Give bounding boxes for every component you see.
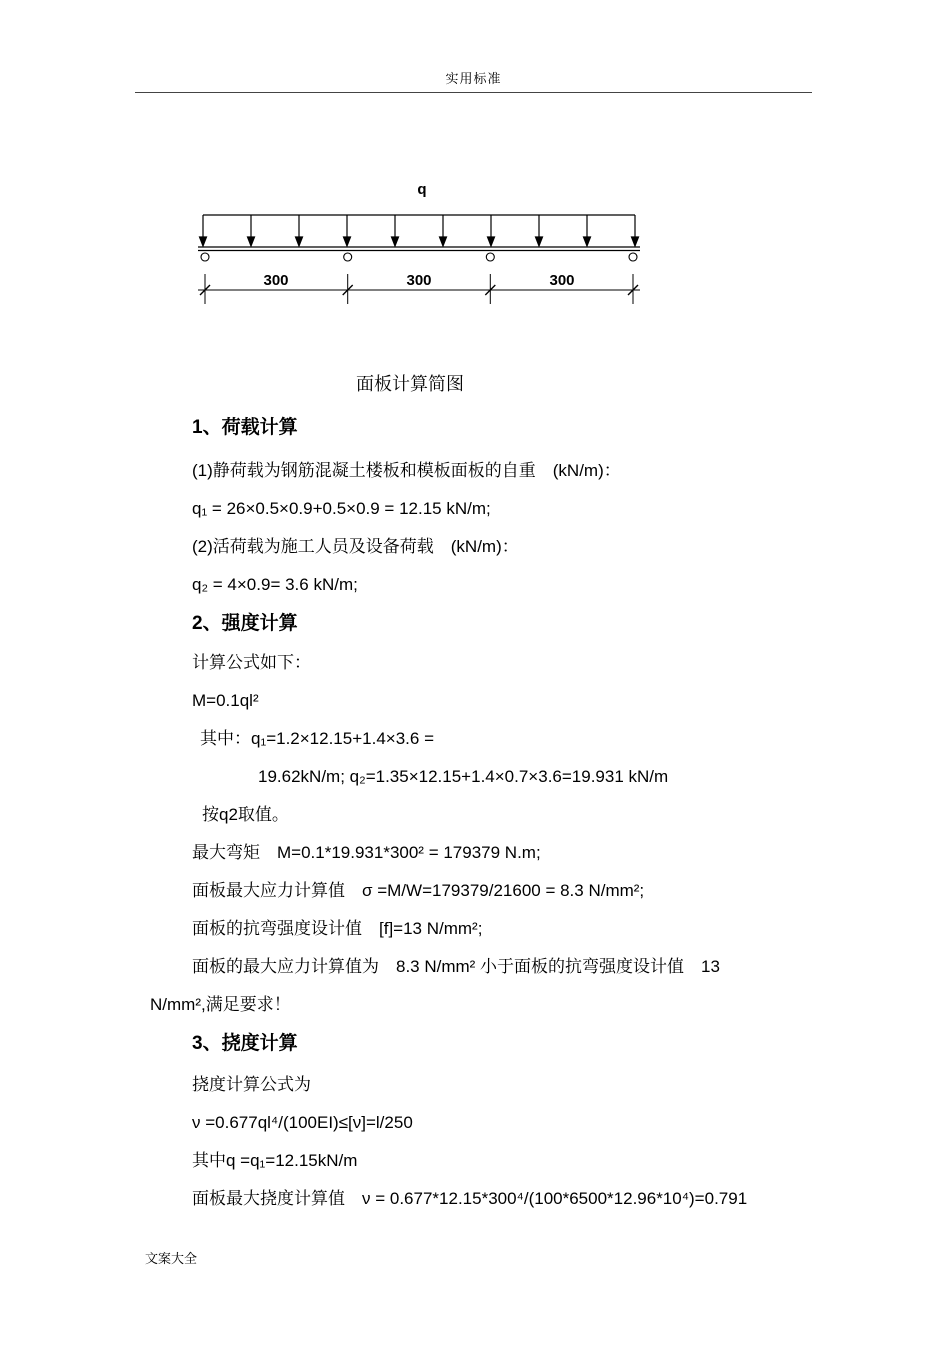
document-body [150, 415, 840, 1225]
deflection-intro-line: 挠度计算公式为 [192, 1075, 311, 1094]
dead-load-formula-line: q₁ = 26×0.5×0.9+0.5×0.9 = 12.15 kN/m; [192, 499, 491, 518]
max-stress-line: 面板最大应力计算值 σ =M/W=179379/21600 = 8.3 N/mm²; [192, 881, 645, 900]
header-title: 实用标准 [445, 71, 502, 86]
dim-label-3: 300 [549, 272, 575, 289]
footer-label: 文案大全 [145, 1251, 198, 1266]
load-arrows [200, 215, 639, 246]
beam-load-diagram [170, 178, 670, 313]
q2-selection-line: 按q2取值。 [202, 805, 289, 824]
diagram-caption: 面板计算简图 [356, 374, 464, 394]
dim-label-1: 300 [263, 272, 289, 289]
deflection-formula-line: ν =0.677ql⁴/(100EI)≤[ν]=l/250 [192, 1113, 413, 1132]
max-moment-line: 最大弯矩 M=0.1*19.931*300² = 179379 N.m; [192, 843, 541, 862]
section-3-heading: 3、挠度计算 [192, 1033, 298, 1054]
section-2-heading: 2、强度计算 [192, 613, 298, 634]
load-label: q [417, 181, 427, 198]
strength-check-line: 面板的最大应力计算值为 8.3 N/mm² 小于面板的抗弯强度设计值 13 [192, 957, 720, 976]
section-1-heading: 1、荷载计算 [192, 417, 298, 438]
q1-combination-line: 其中：q₁=1.2×12.15+1.4×3.6 = [200, 729, 434, 748]
live-load-formula-line: q₂ = 4×0.9= 3.6 kN/m; [192, 575, 358, 594]
dim-label-2: 300 [406, 272, 432, 289]
q2-combination-line: 19.62kN/m; q₂=1.35×12.15+1.4×0.7×3.6=19.931 kN/m [258, 767, 669, 786]
strength-formula-intro-line: 计算公式如下： [192, 653, 311, 672]
beam-line [198, 247, 640, 251]
moment-formula-line: M=0.1ql² [192, 691, 259, 710]
design-strength-line: 面板的抗弯强度设计值 [f]=13 N/mm²; [192, 919, 483, 938]
support-markers [201, 253, 637, 261]
header-divider [135, 92, 812, 93]
max-deflection-line: 面板最大挠度计算值 ν = 0.677*12.15*300⁴/(100*6500*12.96*10⁴)=0.791 [192, 1189, 748, 1208]
dead-load-intro-line: (1)静荷载为钢筋混凝土楼板和模板面板的自重 (kN/m)： [192, 461, 621, 480]
deflection-q-value-line: 其中q =q₁=12.15kN/m [192, 1151, 358, 1170]
strength-check-wrap-line: N/mm²,满足要求！ [150, 995, 291, 1014]
live-load-intro-line: (2)活荷载为施工人员及设备荷载 (kN/m)： [192, 537, 519, 556]
